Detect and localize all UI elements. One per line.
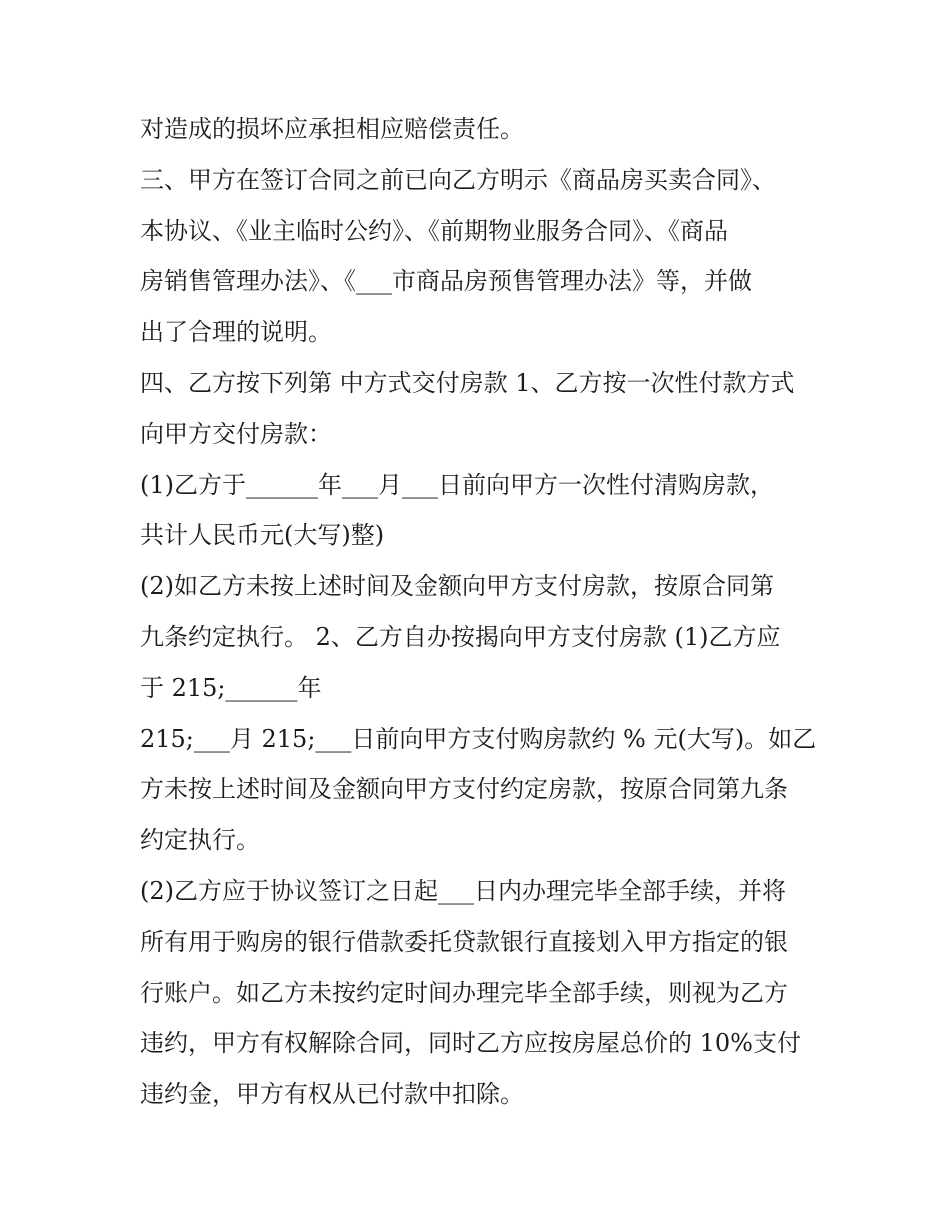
text-line: 215;___月 215;___日前向甲方支付购房款约 % 元(大写)。如乙 <box>140 724 817 753</box>
text-line: 向甲方交付房款： <box>140 419 332 448</box>
text-line: 违约金，甲方有权从已付款中扣除。 <box>140 1080 524 1109</box>
text-line: 共计人民币元(大写)整) <box>140 521 385 550</box>
document-body <box>140 104 820 1120</box>
text-line: (1)乙方于______年___月___日前向甲方一次性付清购房款， <box>140 470 774 499</box>
text-line: 三、甲方在签订合同之前已向乙方明示《商品房买卖合同》、 <box>140 165 776 194</box>
text-line: 本协议、《业主临时公约》、《前期物业服务合同》、《商品 <box>140 216 728 245</box>
text-line: 房销售管理办法》、《___市商品房预售管理办法》等，并做 <box>140 267 752 296</box>
text-line: 九条约定执行。 2、乙方自办按揭向甲方支付房款 (1)乙方应 <box>140 622 781 651</box>
text-line: 所有用于购房的银行借款委托贷款银行直接划入甲方指定的银 <box>140 927 788 956</box>
text-line: 出了合理的说明。 <box>140 318 332 347</box>
text-line: 违约，甲方有权解除合同，同时乙方应按房屋总价的 10%支付 <box>140 1029 801 1058</box>
text-line: 方未按上述时间及金额向甲方支付约定房款，按原合同第九条 <box>140 775 788 804</box>
text-line: (2)如乙方未按上述时间及金额向甲方支付房款，按原合同第 <box>140 572 774 601</box>
text-line: 四、乙方按下列第 中方式交付房款 1、乙方按一次性付款方式 <box>140 368 795 397</box>
text-line: 对造成的损坏应承担相应赔偿责任。 <box>140 115 524 143</box>
text-line: 行账户。如乙方未按约定时间办理完毕全部手续，则视为乙方 <box>140 978 788 1007</box>
text-line: 于 215;______年 <box>140 673 322 702</box>
text-line: (2)乙方应于协议签订之日起___日内办理完毕全部手续，并将 <box>140 876 786 905</box>
text-line: 约定执行。 <box>140 826 260 855</box>
